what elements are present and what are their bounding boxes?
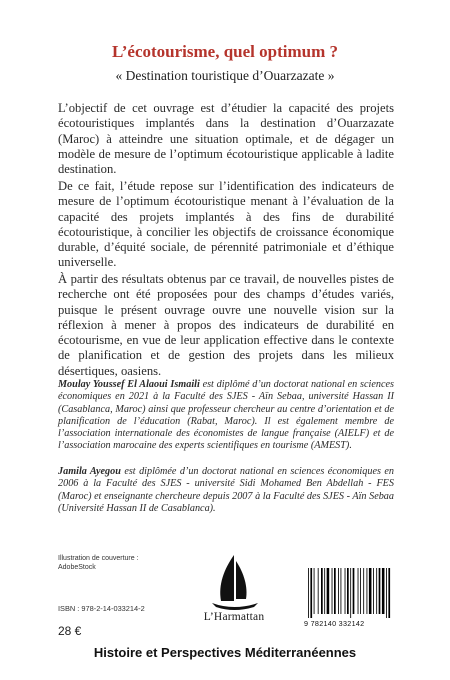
- barcode-bar: [345, 568, 346, 614]
- barcode-digits: 9 782140 332142: [304, 619, 365, 628]
- barcode-bar: [310, 568, 312, 618]
- series-name: Histoire et Perspectives Méditerranéennes: [93, 645, 357, 660]
- barcode-bar: [347, 568, 349, 614]
- barcode-bar: [327, 568, 330, 614]
- barcode-bar: [373, 568, 374, 614]
- book-subtitle: « Destination touristique d’Ouarzazate »: [115, 68, 335, 83]
- summary-paragraph-2: De ce fait, l’étude repose sur l’identification des indicateurs de mesure de l’optimum écotouristique menant à l’évaluation de la capacité des projets implantés à des fins de durabilité écotouristique, à concilier les objectifs de croissance économique durable, d’équité sociale, de pérennité patrimoniale et d’éthique universelle.: [58, 179, 394, 270]
- barcode-bar: [386, 568, 387, 618]
- summary-paragraph-3: À partir des résultats obtenus par ce travail, de nouvelles pistes de recherche ont été proposées pour des champs d’études variés, puisque le présent ouvrage ouvre une nouvelle vision sur la réflexion à mener à propos des indicateurs de durabilité en écotourisme, en vue de leur application effective dans le contexte de planification et de gestion des projets dans les milieux désertiques, oasiens.: [58, 272, 394, 378]
- barcode-bar: [367, 568, 368, 614]
- barcode-bar: [338, 568, 339, 614]
- barcode-bar: [382, 568, 385, 614]
- publisher-name: L’Harmattan: [203, 611, 265, 623]
- cover-illustration-credit: [58, 554, 168, 572]
- isbn: ISBN : 978-2-14-033214-2: [58, 604, 145, 613]
- barcode-bar: [376, 568, 377, 614]
- author-bio-text-1: est diplômé d’un doctorat national en sciences économiques en 2021 à la Faculté des SJES - Aïn Sebaa, université Hassan II (Casablanca, Maroc) ainsi que professeur chercheur au centre d’orientation et de planification de l’éducation (Rabat, Maroc). Il est également membre de l’association internationale des économistes de langue française (AIELF) et de l’association marocaine des experts scientifiques en tourisme (AMEST).: [58, 379, 394, 452]
- sailboat-logo-icon: [194, 551, 274, 611]
- barcode-bar: [369, 568, 372, 614]
- barcode-bar: [314, 568, 315, 614]
- barcode-bar: [334, 568, 336, 614]
- barcode-bar: [363, 568, 364, 614]
- author-bio-1: [58, 379, 394, 453]
- barcode-bar: [388, 568, 390, 618]
- author-bio-2: [58, 466, 394, 515]
- author-bio-text-2: est diplômée d’un doctorat national en sciences économiques en 2006 à la Faculté des SJES - université Sidi Mohamed Ben Abdellah - FES (Maroc) et enseignante chercheure depuis 2007 à la Faculté des SJES - Aïn Sebaa (Université Hassan II de Casablanca).: [58, 466, 394, 514]
- barcode-bar: [350, 568, 351, 618]
- summary-paragraph-1: L’objectif de cet ouvrage est d’étudier la capacité des projets écotouristiques implantés dans la destination d’Ouarzazate (Maroc) à atteindre une situation optimale, et de dégager un modèle de mesure de l’optimum écotouristique applicable à ladite destination.: [58, 101, 394, 177]
- credit-line-1: Illustration de couverture :: [58, 555, 139, 562]
- credit-line-2: AdobeStock: [58, 564, 96, 571]
- author-name-1: Moulay Youssef El Alaoui Ismaili: [58, 379, 200, 390]
- barcode-bar: [379, 568, 381, 614]
- barcode-bar: [353, 568, 355, 614]
- ean-barcode-icon: [304, 568, 396, 618]
- barcode-bar: [360, 568, 361, 614]
- barcode-bar: [318, 568, 319, 614]
- author-name-2: Jamila Ayegou: [58, 466, 121, 477]
- barcode-bar: [332, 568, 333, 614]
- barcode-bar: [341, 568, 342, 614]
- barcode-bar: [321, 568, 323, 614]
- publisher-logo: [194, 551, 274, 629]
- barcode-bar: [358, 568, 359, 614]
- barcode: [304, 568, 396, 630]
- price: 28 €: [58, 624, 82, 638]
- book-title: L’écotourisme, quel optimum ?: [111, 42, 339, 61]
- barcode-bar: [324, 568, 325, 614]
- barcode-bar: [308, 568, 309, 618]
